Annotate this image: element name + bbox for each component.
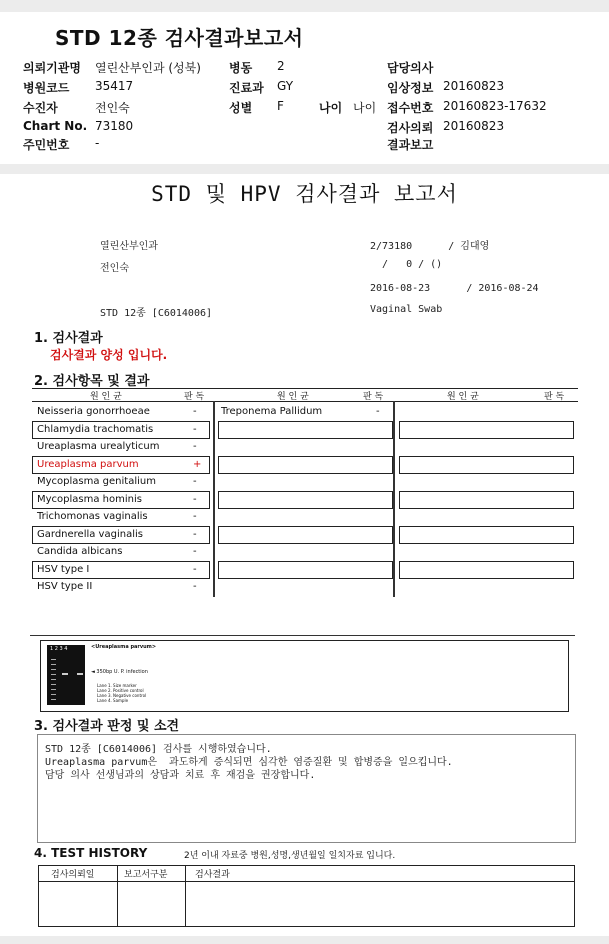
empty-result-box — [218, 561, 393, 579]
pathogen-name: Candida albicans — [37, 546, 123, 557]
chart-label: Chart No. — [23, 119, 88, 133]
age-value: 나이 — [353, 101, 377, 115]
info-patient: 전인숙 — [100, 263, 129, 274]
report-header-panel — [0, 12, 609, 164]
finding-line: Ureaplasma parvum은 과도하게 증식되면 심각한 염증질환 및 합병증을 일으킵니다. — [45, 757, 453, 768]
column-divider — [393, 401, 395, 597]
history-divider — [117, 866, 118, 926]
report-label: 결과보고 — [387, 138, 434, 152]
empty-result-box — [218, 491, 393, 509]
report-body-panel — [0, 174, 609, 936]
info-clinic: 열린산부인과 — [100, 241, 158, 252]
col1-judgement-header: 판 독 — [184, 392, 205, 402]
pathogen-name: Mycoplasma hominis — [37, 493, 142, 505]
pathogen-name: HSV type I — [37, 563, 90, 575]
pathogen-name: Ureaplasma parvum — [37, 458, 139, 470]
clinical-value: 20160823 — [443, 79, 505, 93]
age-label: 나이 — [319, 101, 343, 115]
section2-title: 2. 검사항목 및 결과 — [34, 374, 150, 389]
pathogen-name: Ureaplasma urealyticum — [37, 441, 160, 452]
col2-judgement-header: 판 독 — [363, 392, 384, 402]
info-test-name: STD 12종 [C6014006] — [100, 308, 213, 319]
dept-value: GY — [277, 79, 294, 93]
doctor-label: 담당의사 — [387, 61, 434, 75]
empty-result-box — [399, 491, 574, 509]
gel-legend-item: Lane 3. Negative control — [97, 693, 147, 698]
patient-label: 수진자 — [23, 101, 58, 115]
gel-image-frame — [40, 640, 569, 712]
pathogen-name: Gardnerella vaginalis — [37, 528, 143, 540]
pathogen-result: - — [193, 406, 197, 417]
pathogen-name: HSV type II — [37, 581, 93, 592]
receipt-value: 20160823-17632 — [443, 99, 547, 113]
col3-judgement-header: 판 독 — [544, 392, 565, 402]
col3-pathogen-header: 원 인 균 — [447, 392, 479, 402]
results-table-header — [32, 388, 578, 402]
pathogen-result: - — [193, 423, 197, 435]
section1-title: 1. 검사결과 — [34, 331, 103, 346]
history-note: 2년 이내 자료중 병원,성명,생년월일 일치자료 입니다. — [184, 851, 396, 861]
pathogen-result: + — [193, 458, 202, 470]
gel-electrophoresis-image — [47, 645, 85, 705]
pathogen-result: - — [193, 546, 197, 557]
code-label: 병원코드 — [23, 81, 70, 95]
pathogen-name: Mycoplasma genitalium — [37, 476, 156, 487]
dept-label: 진료과 — [229, 81, 264, 95]
history-col-type: 보고서구분 — [124, 870, 168, 880]
clinical-label: 임상정보 — [387, 81, 434, 95]
hospital-label: 의뢰기관명 — [23, 61, 81, 75]
column-divider — [213, 401, 215, 597]
gel-legend-item: Lane 4. Sample — [97, 698, 129, 703]
section4-title: 4. TEST HISTORY — [34, 846, 148, 860]
patient-value: 전인숙 — [95, 101, 130, 115]
ward-label: 병동 — [229, 61, 253, 75]
pathogen-result: - — [193, 441, 197, 452]
history-col-date: 검사의뢰일 — [51, 870, 95, 880]
hospital-value: 열린산부인과 (성북) — [95, 61, 201, 75]
info-chart-doctor: 2/73180 / 김대영 — [370, 241, 490, 252]
receipt-label: 접수번호 — [387, 101, 434, 115]
gel-lane-numbers: 1 2 3 4 — [50, 646, 68, 652]
divider — [30, 635, 575, 636]
pathogen-name: Treponema Pallidum — [221, 406, 323, 417]
pathogen-result: - — [376, 406, 380, 417]
history-table — [38, 865, 575, 927]
gel-legend-item: Lane 2. Positive control — [97, 688, 144, 693]
pathogen-name: Trichomonas vaginalis — [37, 511, 148, 522]
pathogen-name: Neisseria gonorrhoeae — [37, 406, 150, 417]
sex-label: 성별 — [229, 101, 253, 115]
empty-result-box — [399, 526, 574, 544]
pathogen-result: - — [193, 493, 197, 505]
rrn-label: 주민번호 — [23, 138, 70, 152]
gel-band-label: ◄ 350bp U. P. infection — [91, 669, 148, 675]
info-specimen: Vaginal Swab — [370, 304, 443, 315]
history-col-result: 검사결과 — [195, 870, 230, 880]
info-age-sex: / 0 / () — [382, 259, 443, 270]
info-dates: 2016-08-23 / 2016-08-24 — [370, 283, 539, 294]
chart-value: 73180 — [95, 119, 134, 133]
gel-image-title: <Ureaplasma parvum> — [91, 644, 157, 650]
history-table-header — [39, 866, 574, 882]
pathogen-result: - — [193, 476, 197, 487]
empty-result-box — [218, 456, 393, 474]
pathogen-result: - — [193, 563, 197, 575]
col1-pathogen-header: 원 인 균 — [90, 392, 122, 402]
ward-value: 2 — [277, 59, 285, 73]
sex-value: F — [277, 99, 284, 113]
request-label: 검사의뢰 — [387, 121, 434, 135]
result-summary: 검사결과 양성 입니다. — [50, 348, 168, 362]
pathogen-result: - — [193, 581, 197, 592]
pathogen-name: Chlamydia trachomatis — [37, 423, 154, 435]
empty-result-box — [399, 561, 574, 579]
request-value: 20160823 — [443, 119, 505, 133]
finding-line: STD 12종 [C6014006] 검사를 시행하였습니다. — [45, 744, 272, 755]
empty-result-box — [218, 421, 393, 439]
report-title: STD 및 HPV 검사결과 보고서 — [151, 182, 458, 206]
code-value: 35417 — [95, 79, 134, 93]
gel-legend — [97, 683, 146, 703]
page-title: STD 12종 검사결과보고서 — [55, 26, 304, 50]
empty-result-box — [399, 456, 574, 474]
empty-result-box — [399, 421, 574, 439]
history-divider — [185, 866, 186, 926]
gel-legend-item: Lane 1. Size marker — [97, 683, 137, 688]
pathogen-result: - — [193, 511, 197, 522]
col2-pathogen-header: 원 인 균 — [277, 392, 309, 402]
findings-box — [37, 734, 576, 843]
section3-title: 3. 검사결과 판정 및 소견 — [34, 719, 180, 734]
rrn-value: - — [95, 136, 100, 150]
pathogen-result: - — [193, 528, 197, 540]
finding-line: 담당 의사 선생님과의 상담과 치료 후 재검을 권장합니다. — [45, 770, 316, 781]
empty-result-box — [218, 526, 393, 544]
